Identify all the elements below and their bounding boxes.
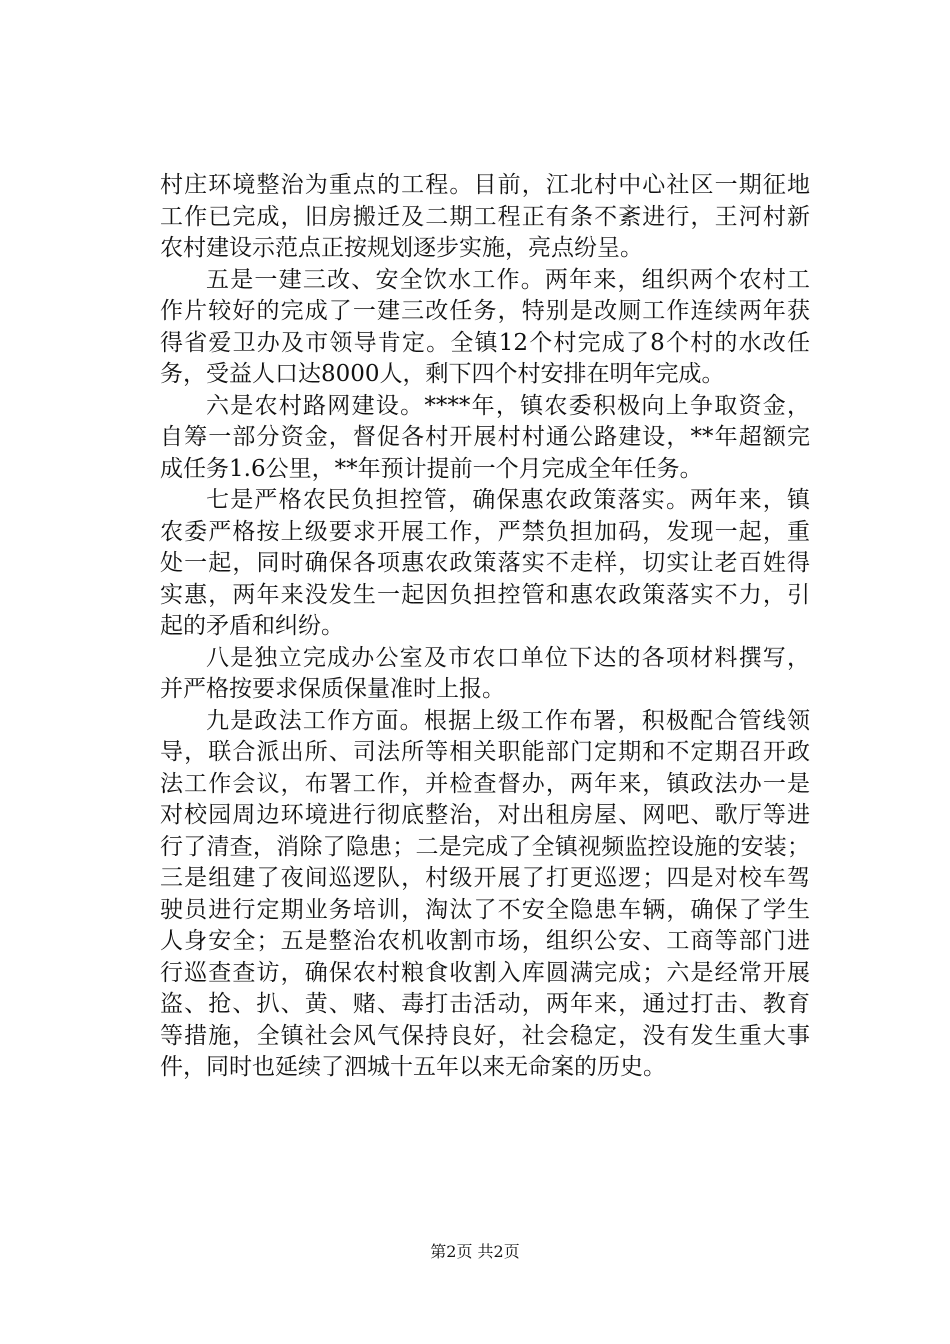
paragraph-line: 人身安全；五是整治农机收割市场，组织公安、工商等部门进 <box>160 928 810 954</box>
paragraph-line: 处一起，同时确保各项惠农政策落实不走样，切实让老百姓得 <box>160 550 810 576</box>
paragraph-line: 得省爱卫办及市领导肯定。全镇12个村完成了8个村的水改任 <box>160 329 810 356</box>
paragraph-line: 农委严格按上级要求开展工作，严禁负担加码，发现一起，重 <box>160 518 810 545</box>
paragraph-line: 行巡查查访，确保农村粮食收割入库圆满完成；六是经常开展 <box>160 959 810 986</box>
paragraph-line: 三是组建了夜间巡逻队，村级开展了打更巡逻；四是对校车驾 <box>160 865 810 891</box>
paragraph-line: 实惠，两年来没发生一起因负担控管和惠农政策落实不力，引 <box>160 581 810 608</box>
document-body <box>160 170 810 1084</box>
paragraph <box>160 170 810 265</box>
paragraph <box>160 706 810 1084</box>
paragraph <box>160 391 810 486</box>
paragraph-line: 对校园周边环境进行彻底整治，对出租房屋、网吧、歌厅等进 <box>160 802 810 828</box>
paragraph-line: 八是独立完成办公室及市农口单位下达的各项材料撰写， <box>206 644 810 671</box>
paragraph-line: 等措施，全镇社会风气保持良好，社会稳定，没有发生重大事 <box>160 1022 810 1049</box>
paragraph-line: 六是农村路网建设。****年，镇农委积极向上争取资金， <box>206 392 810 419</box>
paragraph-line: 务，受益人口达8000人，剩下四个村安排在明年完成。 <box>160 361 725 387</box>
paragraph-line: 导，联合派出所、司法所等相关职能部门定期和不定期召开政 <box>160 739 810 765</box>
paragraph-line: 盗、抢、扒、黄、赌、毒打击活动，两年来，通过打击、教育 <box>160 991 810 1017</box>
paragraph <box>160 485 810 643</box>
paragraph-line: 法工作会议，布署工作，并检查督办，两年来，镇政法办一是 <box>160 770 810 797</box>
paragraph-line: 九是政法工作方面。根据上级工作布署，积极配合管线领 <box>206 707 810 734</box>
paragraph <box>160 643 810 706</box>
paragraph-line: 村庄环境整治为重点的工程。目前，江北村中心社区一期征地 <box>160 172 810 198</box>
paragraph <box>160 265 810 391</box>
paragraph-line: 成任务1.6公里，**年预计提前一个月完成全年任务。 <box>160 455 703 482</box>
paragraph-line: 起的矛盾和纠纷。 <box>160 613 344 639</box>
paragraph-line: 驶员进行定期业务培训，淘汰了不安全隐患车辆，确保了学生 <box>160 896 810 923</box>
page-footer: 第2页 共2页 <box>430 1242 520 1261</box>
paragraph-line: 五是一建三改、安全饮水工作。两年来，组织两个农村工 <box>206 266 810 293</box>
paragraph-line: 工作已完成，旧房搬迁及二期工程正有条不紊进行，王河村新 <box>160 203 810 230</box>
paragraph-line: 件，同时也延续了泗城十五年以来无命案的历史。 <box>160 1054 666 1080</box>
paragraph-line: 自筹一部分资金，督促各村开展村村通公路建设，**年超额完 <box>160 424 810 450</box>
paragraph-line: 作片较好的完成了一建三改任务，特别是改厕工作连续两年获 <box>160 298 810 324</box>
paragraph-line: 农村建设示范点正按规划逐步实施，亮点纷呈。 <box>160 235 643 261</box>
paragraph-line: 七是严格农民负担控管，确保惠农政策落实。两年来，镇 <box>206 487 810 513</box>
paragraph-line: 行了清查，消除了隐患；二是完成了全镇视频监控设施的安装； <box>160 833 810 860</box>
paragraph-line: 并严格按要求保质保量准时上报。 <box>160 676 505 702</box>
